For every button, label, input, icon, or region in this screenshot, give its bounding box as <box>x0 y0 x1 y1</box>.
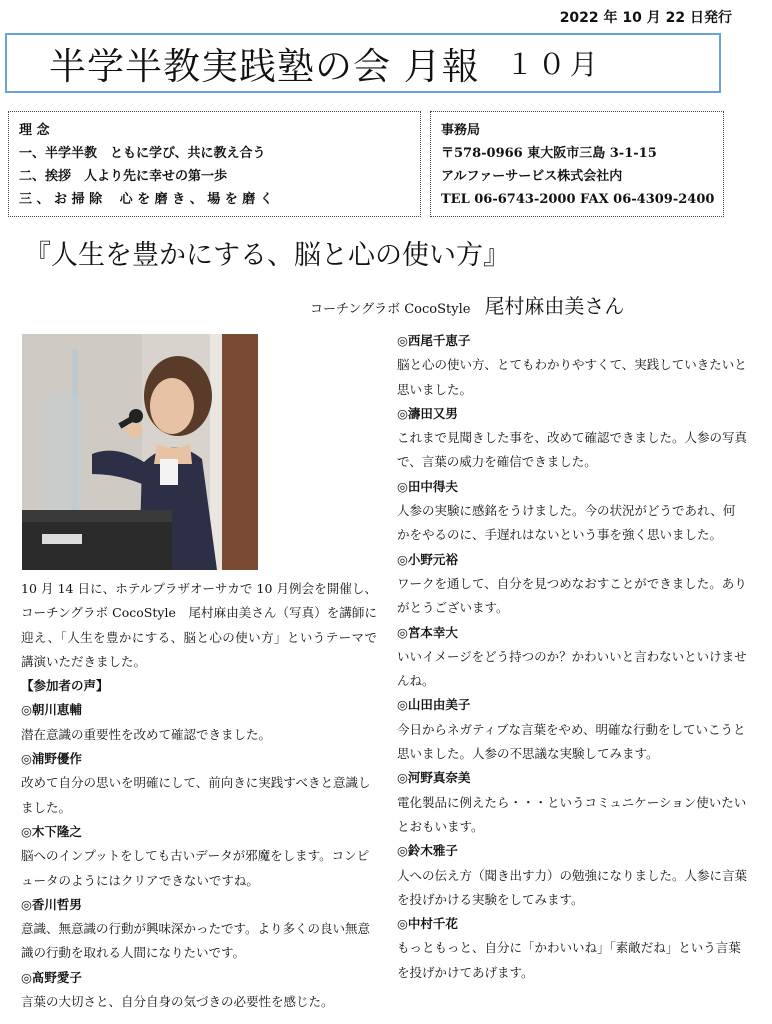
speaker-photo-illustration <box>22 334 258 570</box>
issue-month: １０月 <box>505 48 602 81</box>
voice-comment: ワークを通して、自分を見つめなおすことができました。ありがとうございます。 <box>397 575 747 616</box>
philosophy-line: 一、半学半教 ともに学び、共に教え合う <box>19 146 266 161</box>
voice-name: ◎宮本幸大 <box>397 624 458 640</box>
voice-name: ◎鈴木雅子 <box>397 843 458 859</box>
left-column <box>21 577 377 1014</box>
right-column <box>397 329 747 985</box>
voice-comment: 電化製品に例えたら・・・というコミュニケーション使いたいとおもいます。 <box>397 794 747 834</box>
office-contact: TEL 06-6743-2000 FAX 06-4309-2400 <box>441 192 715 207</box>
philosophy-line: 三 、 お 掃 除 心 を 磨 き 、 場 を 磨 く <box>19 192 273 207</box>
office-box <box>430 111 724 217</box>
voice-name: ◎小野元裕 <box>397 551 458 567</box>
title-banner <box>5 33 721 93</box>
voice-comment: 意識、無意識の行動が興味深かったです。より多くの良い無意識の行動を取れる人間になりたいです。 <box>21 921 371 961</box>
voice-name: ◎朝川恵輔 <box>21 702 82 718</box>
voice-comment: これまで見聞きした事を、改めて確認できました。人参の写真で、言葉の威力を確信できました。 <box>397 430 748 470</box>
voice-name: ◎木下隆之 <box>21 823 82 839</box>
philosophy-heading: 理 念 <box>19 123 50 138</box>
voice-comment: もっともっと、自分に「かわいいね」「素敵だね」という言葉を投げかけてあげます。 <box>397 940 741 980</box>
voices-title: 【参加者の声】 <box>21 678 109 694</box>
voice-name: ◎髙野愛子 <box>21 969 82 985</box>
article-headline: 『人生を豊かにする、脳と心の使い方』 <box>24 240 510 271</box>
office-heading: 事務局 <box>441 123 481 138</box>
voice-comment: 脳と心の使い方、とてもわかりやすくて、実践していきたいと思いました。 <box>397 357 747 397</box>
voice-comment: 人参の実験に感銘をうけました。今の状況がどうであれ、何かをやるのに、手遅れはないという事を強く思いました。 <box>397 503 736 543</box>
voice-comment: 脳へのインプットをしても古いデータが邪魔をします。コンピュータのようにはクリアできないですね。 <box>21 848 370 888</box>
speaker-photo <box>22 334 258 570</box>
voice-comment: 改めて自分の思いを明確にして、前向きに実践すべきと意識しました。 <box>21 775 371 815</box>
voice-name: ◎河野真奈美 <box>397 770 471 786</box>
voice-name: ◎西尾千恵子 <box>397 333 471 348</box>
voice-name: ◎田中得夫 <box>397 478 458 494</box>
voice-name: ◎山田由美子 <box>397 697 471 713</box>
voice-comment: 今日からネガティブな言葉をやめ、明確な行動をしていこうと思いました。人参の不思議な実験してみます。 <box>397 721 746 762</box>
philosophy-box <box>8 111 421 217</box>
voice-name: ◎中村千花 <box>397 916 458 932</box>
office-address: 〒578-0966 東大阪市三島 3-1-15 <box>441 146 657 161</box>
philosophy-line: 二、挨拶 人より先に幸せの第一歩 <box>19 169 228 184</box>
voice-name: ◎浦野優作 <box>21 751 82 767</box>
voice-comment: いいイメージをどう持つのか？かわいいと言わないといけませんね。 <box>397 648 747 689</box>
office-company: アルファーサービス株式会社内 <box>441 169 623 184</box>
speaker-credit <box>310 290 624 319</box>
voice-comment: 言葉の大切さと、自分自身の気づきの必要性を感じた。 <box>21 994 334 1010</box>
voice-name: ◎香川哲男 <box>21 896 82 912</box>
newsletter-title: 半学半教実践塾の会 月報 <box>49 45 480 88</box>
issue-date: 2022 年 10 月 22 日発行 <box>559 10 732 26</box>
speaker-org: コーチングラボ CocoStyle <box>310 302 471 317</box>
voice-comment: 人への伝え方（聞き出す力）の勉強になりました。人参に言葉を投げかける実験をしてみます。 <box>397 867 748 907</box>
article-intro: 10 月 14 日に、ホテルプラザオーサカで 10 月例会を開催し、コーチングラボ CocoStyle 尾村麻由美さん（写真）を講師に迎え、「人生を豊かにする、脳と心の使い方」というテーマで講演いただきました。 <box>21 581 377 669</box>
speaker-name: 尾村麻由美さん <box>484 294 625 318</box>
voice-name: ◎濤田又男 <box>397 405 458 421</box>
voice-comment: 潜在意識の重要性を改めて確認できました。 <box>21 726 272 742</box>
